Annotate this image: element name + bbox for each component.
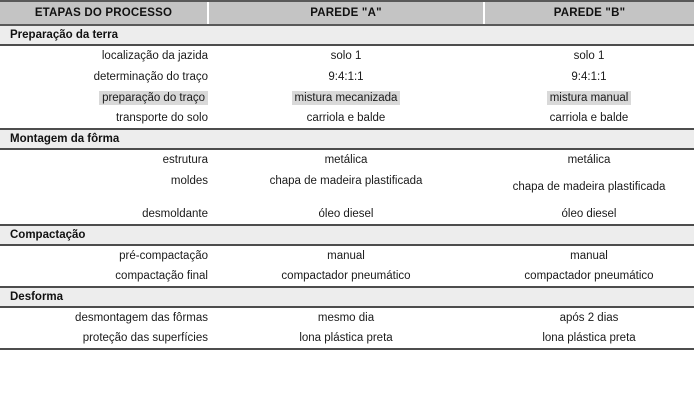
- section-header-cell: [0, 25, 694, 45]
- cell-wall-b: [484, 87, 694, 108]
- cell-wall-a: [208, 307, 484, 328]
- cell-wall-b-text: 9:4:1:1: [571, 70, 607, 83]
- section-header-row: [0, 129, 694, 149]
- cell-wall-a: [208, 87, 484, 108]
- cell-step: [0, 45, 208, 66]
- cell-step: [0, 66, 208, 87]
- cell-wall-b-text: manual: [570, 250, 608, 262]
- cell-wall-b: [484, 149, 694, 170]
- cell-step-text: localização da jazida: [101, 50, 208, 62]
- table-row: [0, 245, 694, 266]
- cell-step-text: determinação do traço: [93, 70, 208, 83]
- cell-wall-b: [484, 170, 694, 191]
- cell-wall-b-text: chapa de madeira plastificada: [512, 180, 666, 193]
- cell-step-text: proteção das superfícies: [82, 332, 208, 344]
- table-row: [0, 204, 694, 225]
- cell-wall-a-text: 9:4:1:1: [328, 70, 364, 83]
- cell-wall-a-text: manual: [327, 250, 365, 262]
- cell-wall-a-text: mistura mecanizada: [292, 91, 401, 105]
- spacer-cell: [0, 191, 208, 204]
- cell-wall-b: [484, 204, 694, 225]
- table-header-row: [0, 1, 694, 25]
- cell-wall-b-text: após 2 dias: [559, 312, 619, 324]
- cell-wall-b-text: metálica: [567, 154, 611, 166]
- section-title: Compactação: [10, 228, 86, 241]
- spacer-cell: [208, 191, 484, 204]
- section-header-row: [0, 25, 694, 45]
- table-row: [0, 328, 694, 349]
- cell-wall-a: [208, 204, 484, 225]
- section-title: Preparação da terra: [10, 28, 119, 41]
- cell-step: [0, 328, 208, 349]
- section-header-row: [0, 225, 694, 245]
- table-row: [0, 45, 694, 66]
- table-row: [0, 149, 694, 170]
- cell-wall-b: [484, 328, 694, 349]
- cell-step-text: transporte do solo: [115, 112, 208, 124]
- cell-step-text: desmontagem das fôrmas: [75, 312, 208, 324]
- cell-step: [0, 108, 208, 129]
- cell-wall-b-text: lona plástica preta: [542, 332, 636, 344]
- cell-step: [0, 149, 208, 170]
- cell-wall-b-text: solo 1: [573, 50, 605, 62]
- cell-step-text: estrutura: [162, 154, 208, 166]
- column-header-wall-b: [484, 1, 694, 25]
- cell-wall-b: [484, 307, 694, 328]
- cell-wall-a-text: lona plástica preta: [299, 332, 393, 344]
- cell-step-text: compactação final: [115, 270, 208, 282]
- cell-wall-a-text: metálica: [324, 154, 368, 166]
- section-header-cell: [0, 225, 694, 245]
- cell-step-text: pré-compactação: [119, 250, 208, 262]
- cell-step-text: preparação do traço: [99, 91, 208, 105]
- column-header-steps: [0, 1, 208, 25]
- column-header-steps-label: ETAPAS DO PROCESSO: [34, 6, 173, 19]
- cell-step-text: desmoldante: [142, 208, 208, 220]
- cell-wall-a: [208, 170, 484, 191]
- cell-wall-b-text: compactador pneumático: [524, 270, 654, 282]
- table-head: [0, 1, 694, 25]
- cell-wall-b-text: carriola e balde: [549, 112, 629, 124]
- cell-step: [0, 307, 208, 328]
- cell-wall-b: [484, 45, 694, 66]
- table-row: [0, 66, 694, 87]
- cell-step: [0, 245, 208, 266]
- column-header-wall-a-label: PAREDE "A": [310, 6, 382, 19]
- cell-wall-b: [484, 66, 694, 87]
- cell-wall-b: [484, 245, 694, 266]
- cell-step: [0, 170, 208, 191]
- cell-wall-a-text: compactador pneumático: [281, 270, 411, 282]
- table-row: [0, 108, 694, 129]
- cell-wall-a: [208, 149, 484, 170]
- table-row: [0, 307, 694, 328]
- section-header-cell: [0, 129, 694, 149]
- section-header-cell: [0, 287, 694, 307]
- cell-wall-a: [208, 328, 484, 349]
- cell-wall-a-text: solo 1: [330, 50, 362, 62]
- cell-wall-a: [208, 266, 484, 287]
- section-title: Desforma: [10, 290, 64, 303]
- cell-wall-b-text: mistura manual: [547, 91, 632, 105]
- table-body: [0, 25, 694, 349]
- cell-wall-b: [484, 266, 694, 287]
- cell-wall-a-text: chapa de madeira plastificada: [269, 174, 423, 187]
- section-title: Montagem da fôrma: [10, 132, 120, 145]
- cell-step: [0, 204, 208, 225]
- cell-step: [0, 266, 208, 287]
- cell-wall-a: [208, 66, 484, 87]
- cell-wall-a: [208, 108, 484, 129]
- cell-wall-a: [208, 45, 484, 66]
- cell-wall-b-text: óleo diesel: [561, 208, 617, 220]
- cell-wall-b: [484, 108, 694, 129]
- table-row: [0, 87, 694, 108]
- cell-step: [0, 87, 208, 108]
- cell-wall-a: [208, 245, 484, 266]
- cell-wall-a-text: carriola e balde: [306, 112, 386, 124]
- cell-wall-a-text: óleo diesel: [318, 208, 374, 220]
- table-row: [0, 170, 694, 191]
- section-header-row: [0, 287, 694, 307]
- cell-step-text: moldes: [170, 174, 208, 187]
- column-header-wall-b-label: PAREDE "B": [553, 6, 626, 19]
- column-header-wall-a: [208, 1, 484, 25]
- cell-wall-a-text: mesmo dia: [317, 312, 375, 324]
- table-row: [0, 266, 694, 287]
